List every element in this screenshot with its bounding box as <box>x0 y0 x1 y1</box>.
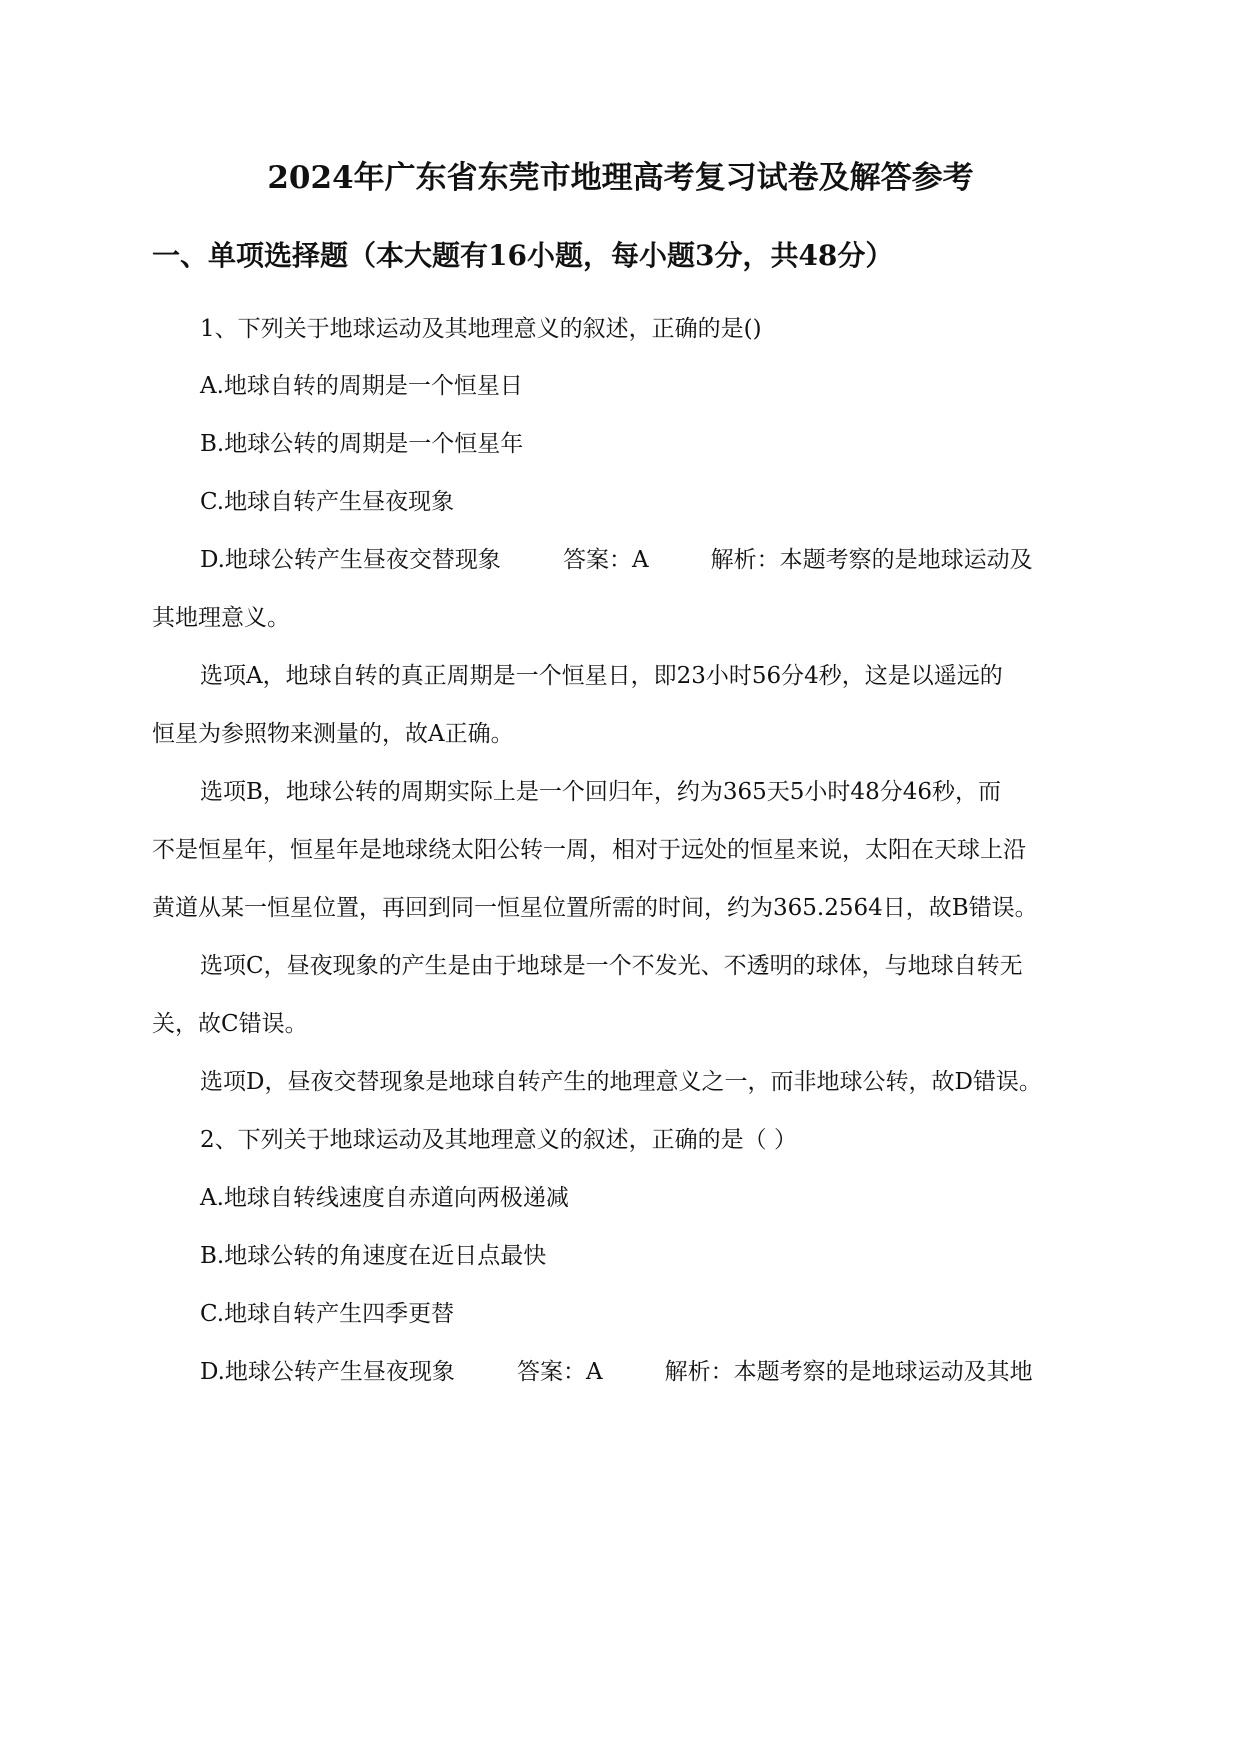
question-1-option-c: C.地球自转产生昼夜现象 <box>200 489 455 515</box>
question-1-explain-a-line-2: 恒星为参照物来测量的，故A正确。 <box>152 721 514 747</box>
question-1-option-d: D.地球公转产生昼夜交替现象 <box>200 547 501 573</box>
question-2-option-a: A.地球自转线速度自赤道向两极递减 <box>200 1185 569 1211</box>
question-2-option-c: C.地球自转产生四季更替 <box>200 1301 455 1327</box>
question-1-option-a: A.地球自转的周期是一个恒星日 <box>200 373 523 399</box>
question-1-explain-b-line-3: 黄道从某一恒星位置，再回到同一恒星位置所需的时间，约为365.2564日，故B错误。 <box>152 895 1038 921</box>
question-1-explain-d-line-1: 选项D，昼夜交替现象是地球自转产生的地理意义之一，而非地球公转，故D错误。 <box>200 1069 1042 1095</box>
question-1-explain-b-line-1: 选项B，地球公转的周期实际上是一个回归年，约为365天5小时48分46秒，而 <box>200 779 1001 805</box>
question-1-explain-b-line-2: 不是恒星年，恒星年是地球绕太阳公转一周，相对于远处的恒星来说，太阳在天球上沿 <box>152 837 1026 863</box>
question-2-option-b: B.地球公转的角速度在近日点最快 <box>200 1243 547 1269</box>
question-2-option-d: D.地球公转产生昼夜现象 <box>200 1359 455 1385</box>
document-title: 2024年广东省东莞市地理高考复习试卷及解答参考 <box>267 160 974 196</box>
question-1-explain-c-line-1: 选项C，昼夜现象的产生是由于地球是一个不发光、不透明的球体，与地球自转无 <box>200 953 1023 979</box>
question-1-analysis-start: 解析：本题考察的是地球运动及 <box>710 547 1033 573</box>
question-1-option-d-line <box>200 545 1033 575</box>
question-1-option-b: B.地球公转的周期是一个恒星年 <box>200 431 524 457</box>
question-1-answer: 答案：A <box>562 547 649 573</box>
section-heading: 一、单项选择题（本大题有16小题，每小题3分，共48分） <box>152 239 894 272</box>
question-1-analysis-cont: 其地理意义。 <box>152 605 290 631</box>
question-2-analysis-start: 解析：本题考察的是地球运动及其地 <box>664 1359 1033 1385</box>
question-2-stem: 2、下列关于地球运动及其地理意义的叙述，正确的是（ ） <box>200 1127 797 1153</box>
question-1-explain-a-line-1: 选项A，地球自转的真正周期是一个恒星日，即23小时56分4秒，这是以遥远的 <box>200 663 1003 689</box>
question-2-option-d-line <box>200 1357 1033 1387</box>
question-2-answer: 答案：A <box>516 1359 603 1385</box>
question-1-stem: 1、下列关于地球运动及其地理意义的叙述，正确的是() <box>200 316 762 342</box>
question-1-explain-c-line-2: 关，故C错误。 <box>152 1011 308 1037</box>
